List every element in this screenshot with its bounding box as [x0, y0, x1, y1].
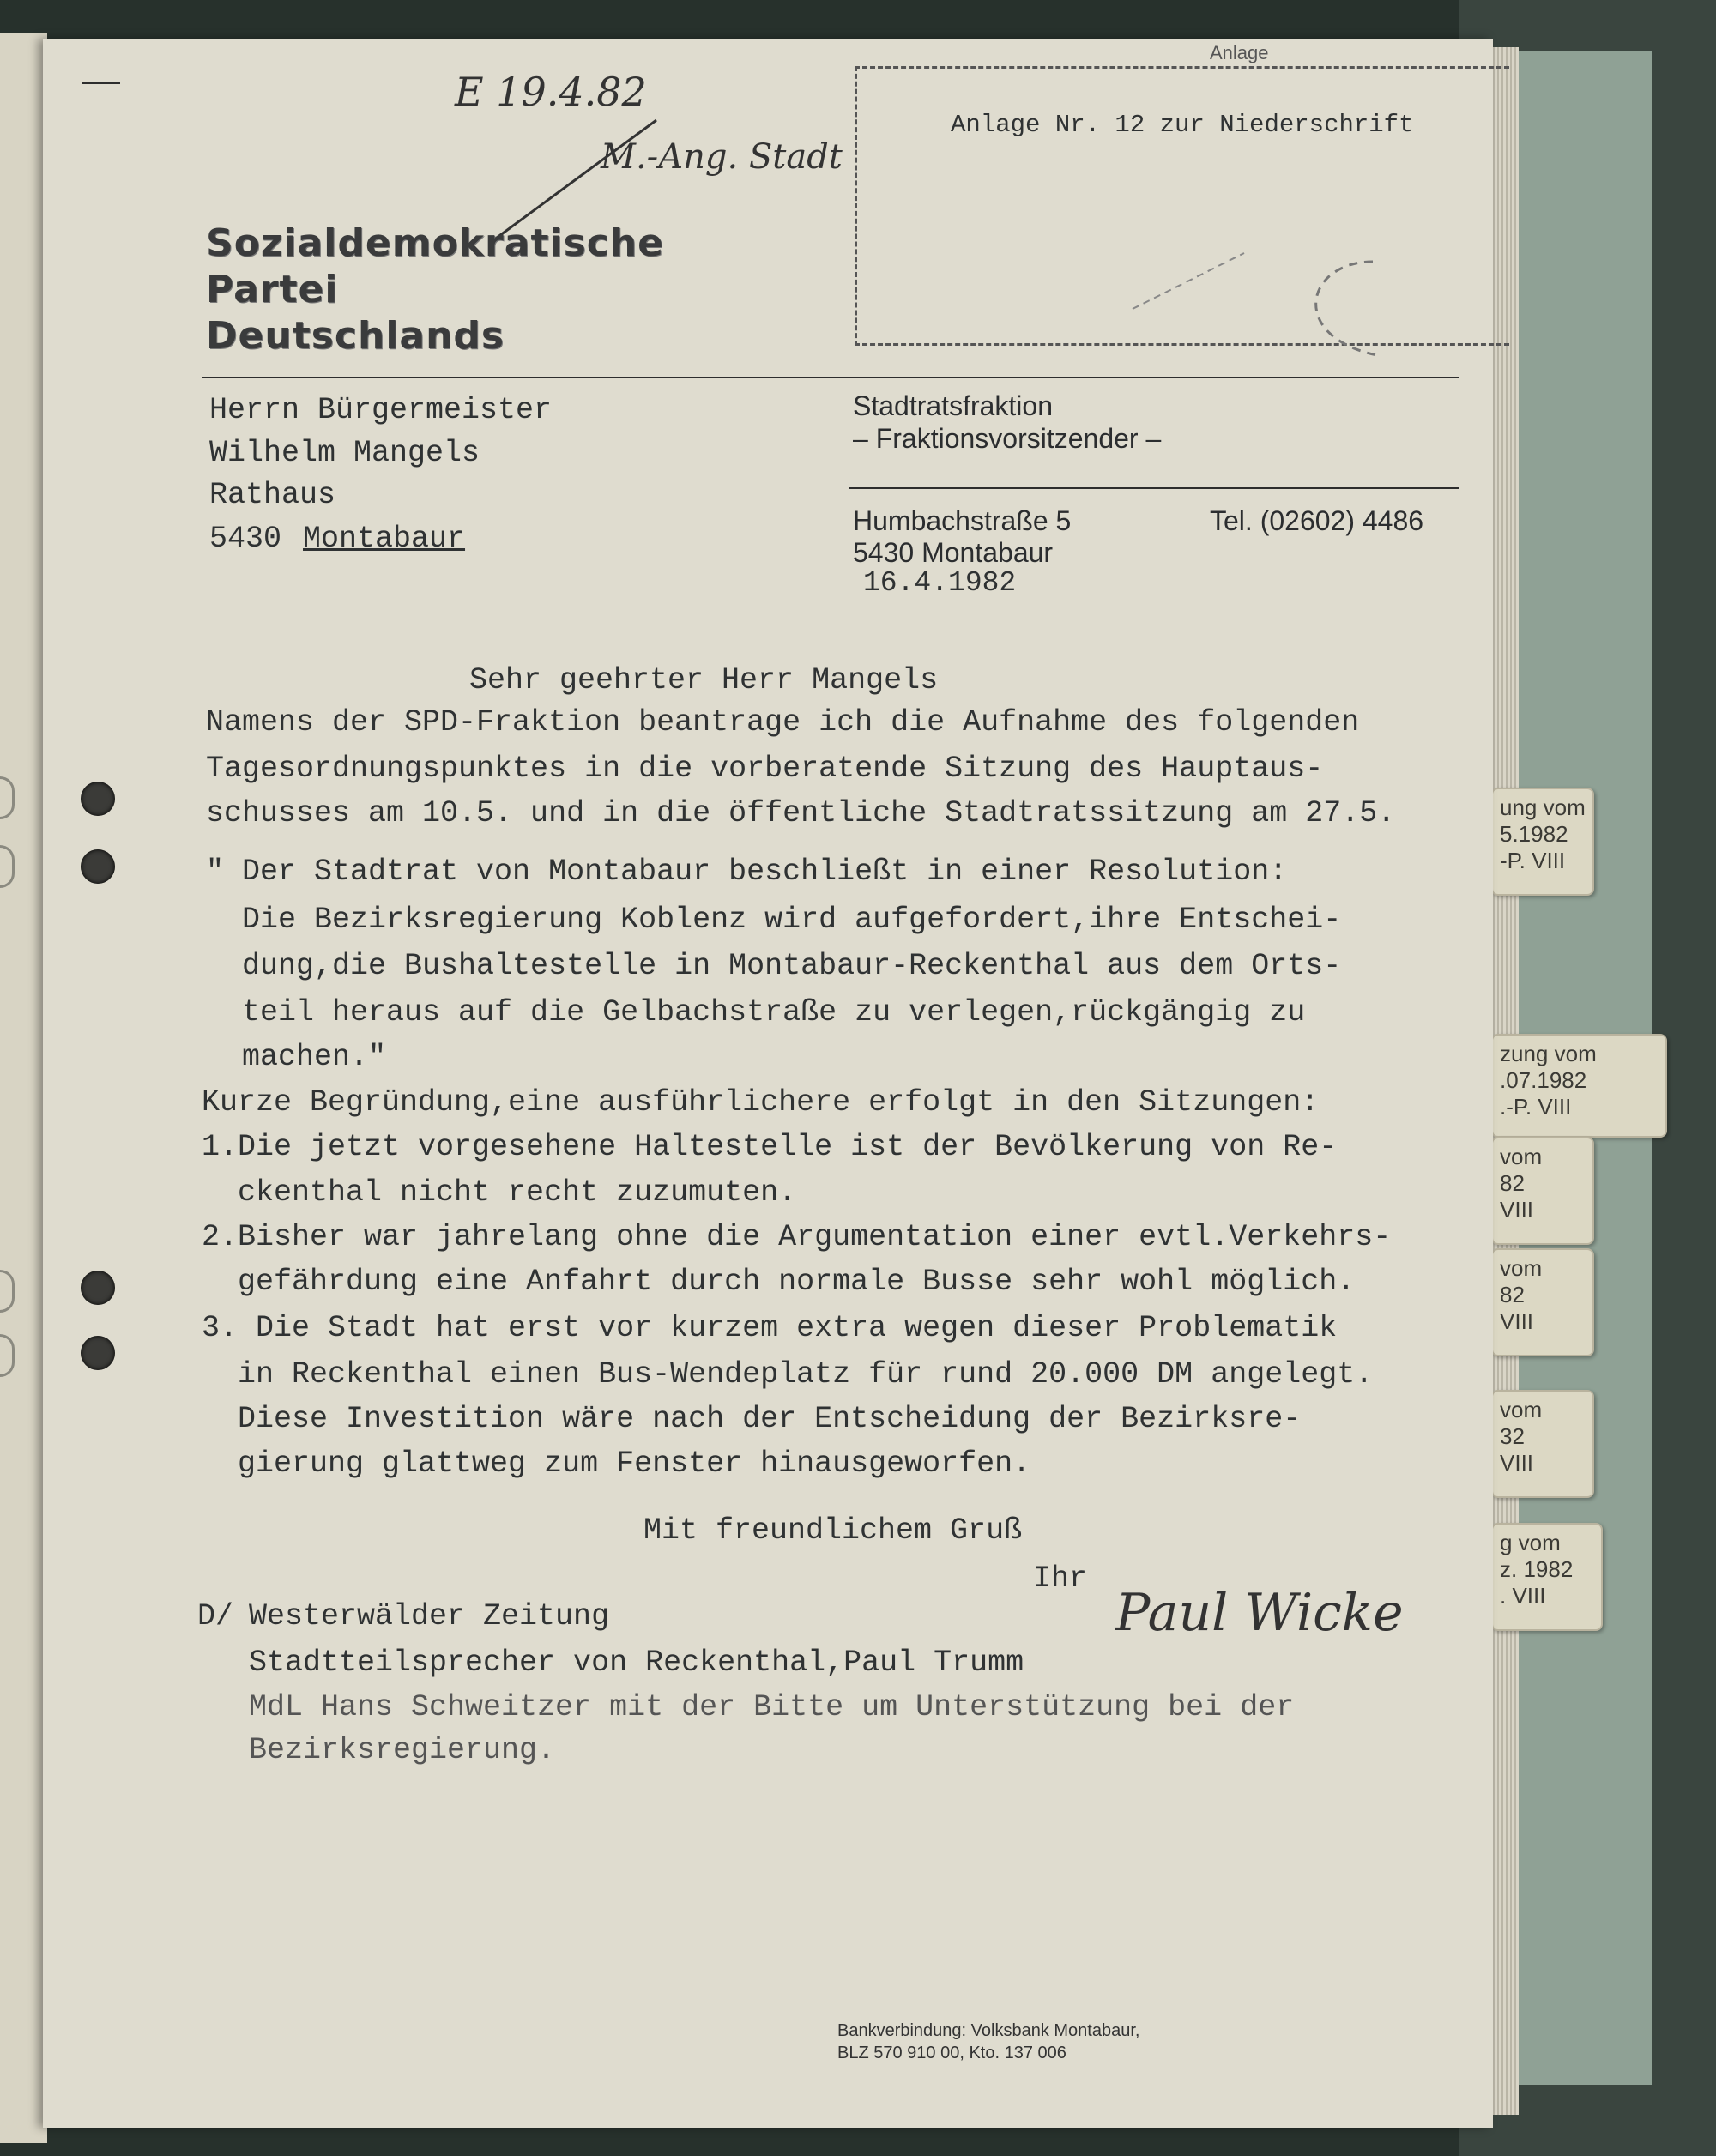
resolution-line: Die Bezirksregierung Koblenz wird aufgefordert,ihre Entschei- [206, 903, 1342, 937]
closing-ihr: Ihr [1033, 1561, 1088, 1596]
stamp-top-label: Anlage [1210, 42, 1269, 63]
faint-stamp-marks [1030, 227, 1416, 373]
tab-label: 5.1982 [1500, 821, 1568, 847]
sender-street: Humbachstraße 5 [853, 505, 1072, 536]
reason-line: 3. Die Stadt hat erst vor kurzem extra wegen dieser Problematik [202, 1311, 1338, 1345]
reason-line: ckenthal nicht recht zuzumuten. [202, 1175, 797, 1210]
recipient-line: Herrn Bürgermeister [209, 393, 553, 427]
index-tab[interactable] [1491, 1034, 1667, 1138]
tab-label: zung vom [1500, 1041, 1597, 1066]
left-facing-page [0, 33, 47, 2143]
letter-date: 16.4.1982 [863, 567, 1017, 599]
sender-rule [849, 487, 1459, 489]
tab-label: . VIII [1500, 1583, 1546, 1609]
copies-line: Stadtteilsprecher von Reckenthal,Paul Trumm [249, 1646, 1024, 1680]
reason-line: 2.Bisher war jahrelang ohne die Argumentation einer evtl.Verkehrs- [202, 1220, 1392, 1254]
tab-label: g vom [1500, 1530, 1561, 1555]
punch-hole [81, 849, 115, 884]
resolution-line: dung,die Bushaltestelle in Montabaur-Reckenthal aus dem Orts- [206, 949, 1342, 983]
copies-line: Westerwälder Zeitung [249, 1599, 610, 1634]
index-tab[interactable] [1491, 1137, 1594, 1245]
tab-label: .07.1982 [1500, 1067, 1587, 1093]
sender-role: – Fraktionsvorsitzender – [853, 423, 1162, 454]
index-tab[interactable] [1491, 1248, 1594, 1356]
tab-label: -P. VIII [1500, 848, 1566, 873]
party-name-line: Sozialdemokratische [206, 221, 665, 265]
reason-line: gierung glattweg zum Fenster hinausgeworfen. [202, 1446, 1031, 1481]
entry-note-initials: M.-Ang. Stadt [601, 137, 843, 177]
reason-line: in Reckenthal einen Bus-Wendeplatz für rund 20.000 DM angelegt. [202, 1357, 1374, 1392]
tab-label: z. 1982 [1500, 1556, 1574, 1582]
punch-hole [81, 782, 115, 816]
copies-label: D/ [197, 1599, 234, 1634]
tab-label: VIII [1500, 1450, 1534, 1476]
tab-label: vom [1500, 1255, 1543, 1281]
sender-unit: Stadtratsfraktion [853, 390, 1053, 421]
recipient-postcode: 5430 [209, 522, 282, 556]
reason-line: 1.Die jetzt vorgesehene Haltestelle ist der Bevölkerung von Re- [202, 1130, 1338, 1164]
tab-label: vom [1500, 1397, 1543, 1422]
annex-note: Anlage Nr. 12 zur Niederschrift [951, 111, 1414, 139]
closing: Mit freundlichem Gruß [644, 1513, 1023, 1548]
party-logo [206, 220, 664, 359]
punch-hole [81, 1336, 115, 1370]
body-line: schusses am 10.5. und in die öffentliche Stadtratssitzung am 27.5. [206, 796, 1396, 830]
signature: Paul Wicke [1115, 1583, 1404, 1643]
sender-phone: Tel. (02602) 4486 [1210, 505, 1424, 536]
letter-page [43, 39, 1493, 2128]
index-tab[interactable] [1491, 788, 1594, 896]
tab-label: .-P. VIII [1500, 1094, 1572, 1120]
tab-label: ung vom [1500, 794, 1586, 820]
party-name-line: Partei [206, 268, 339, 311]
margin-mark [82, 82, 120, 84]
recipient-line: Wilhelm Mangels [209, 436, 480, 470]
body-line: Tagesordnungspunktes in die vorberatende Sitzung des Hauptaus- [206, 752, 1324, 786]
copies-line: MdL Hans Schweitzer mit der Bitte um Unterstützung bei der [249, 1690, 1295, 1724]
resolution-line: " Der Stadtrat von Montabaur beschließt in einer Resolution: [206, 855, 1288, 889]
entry-note: E 19.4.82 [455, 69, 647, 115]
tab-label: 82 [1500, 1170, 1525, 1196]
tab-label: VIII [1500, 1308, 1534, 1334]
bank-details-line: Bankverbindung: Volksbank Montabaur, [837, 2021, 1140, 2040]
punch-hole [81, 1271, 115, 1305]
recipient-line: Rathaus [209, 478, 336, 512]
tab-label: 82 [1500, 1282, 1525, 1307]
tab-label: 32 [1500, 1423, 1525, 1449]
index-tab[interactable] [1491, 1523, 1603, 1631]
copies-line: Bezirksregierung. [249, 1733, 556, 1767]
resolution-line: teil heraus auf die Gelbachstraße zu verlegen,rückgängig zu [206, 995, 1306, 1030]
reason-line: gefährdung eine Anfahrt durch normale Busse sehr wohl möglich. [202, 1265, 1356, 1299]
body-line: Namens der SPD-Fraktion beantrage ich die Aufnahme des folgenden [206, 705, 1360, 740]
bank-details-line: BLZ 570 910 00, Kto. 137 006 [837, 2044, 1066, 2062]
tab-label: vom [1500, 1144, 1543, 1169]
header-rule [202, 377, 1459, 378]
reason-line: Diese Investition wäre nach der Entscheidung der Bezirksre- [202, 1402, 1302, 1436]
sender-city: 5430 Montabaur [853, 537, 1054, 568]
recipient-city: Montabaur [303, 522, 466, 556]
reasons-intro: Kurze Begründung,eine ausführlichere erfolgt in den Sitzungen: [202, 1085, 1320, 1120]
resolution-line: machen." [206, 1040, 387, 1074]
salutation: Sehr geehrter Herr Mangels [469, 663, 939, 698]
party-name-line: Deutschlands [206, 314, 505, 358]
tab-label: VIII [1500, 1197, 1534, 1223]
index-tab[interactable] [1491, 1390, 1594, 1498]
